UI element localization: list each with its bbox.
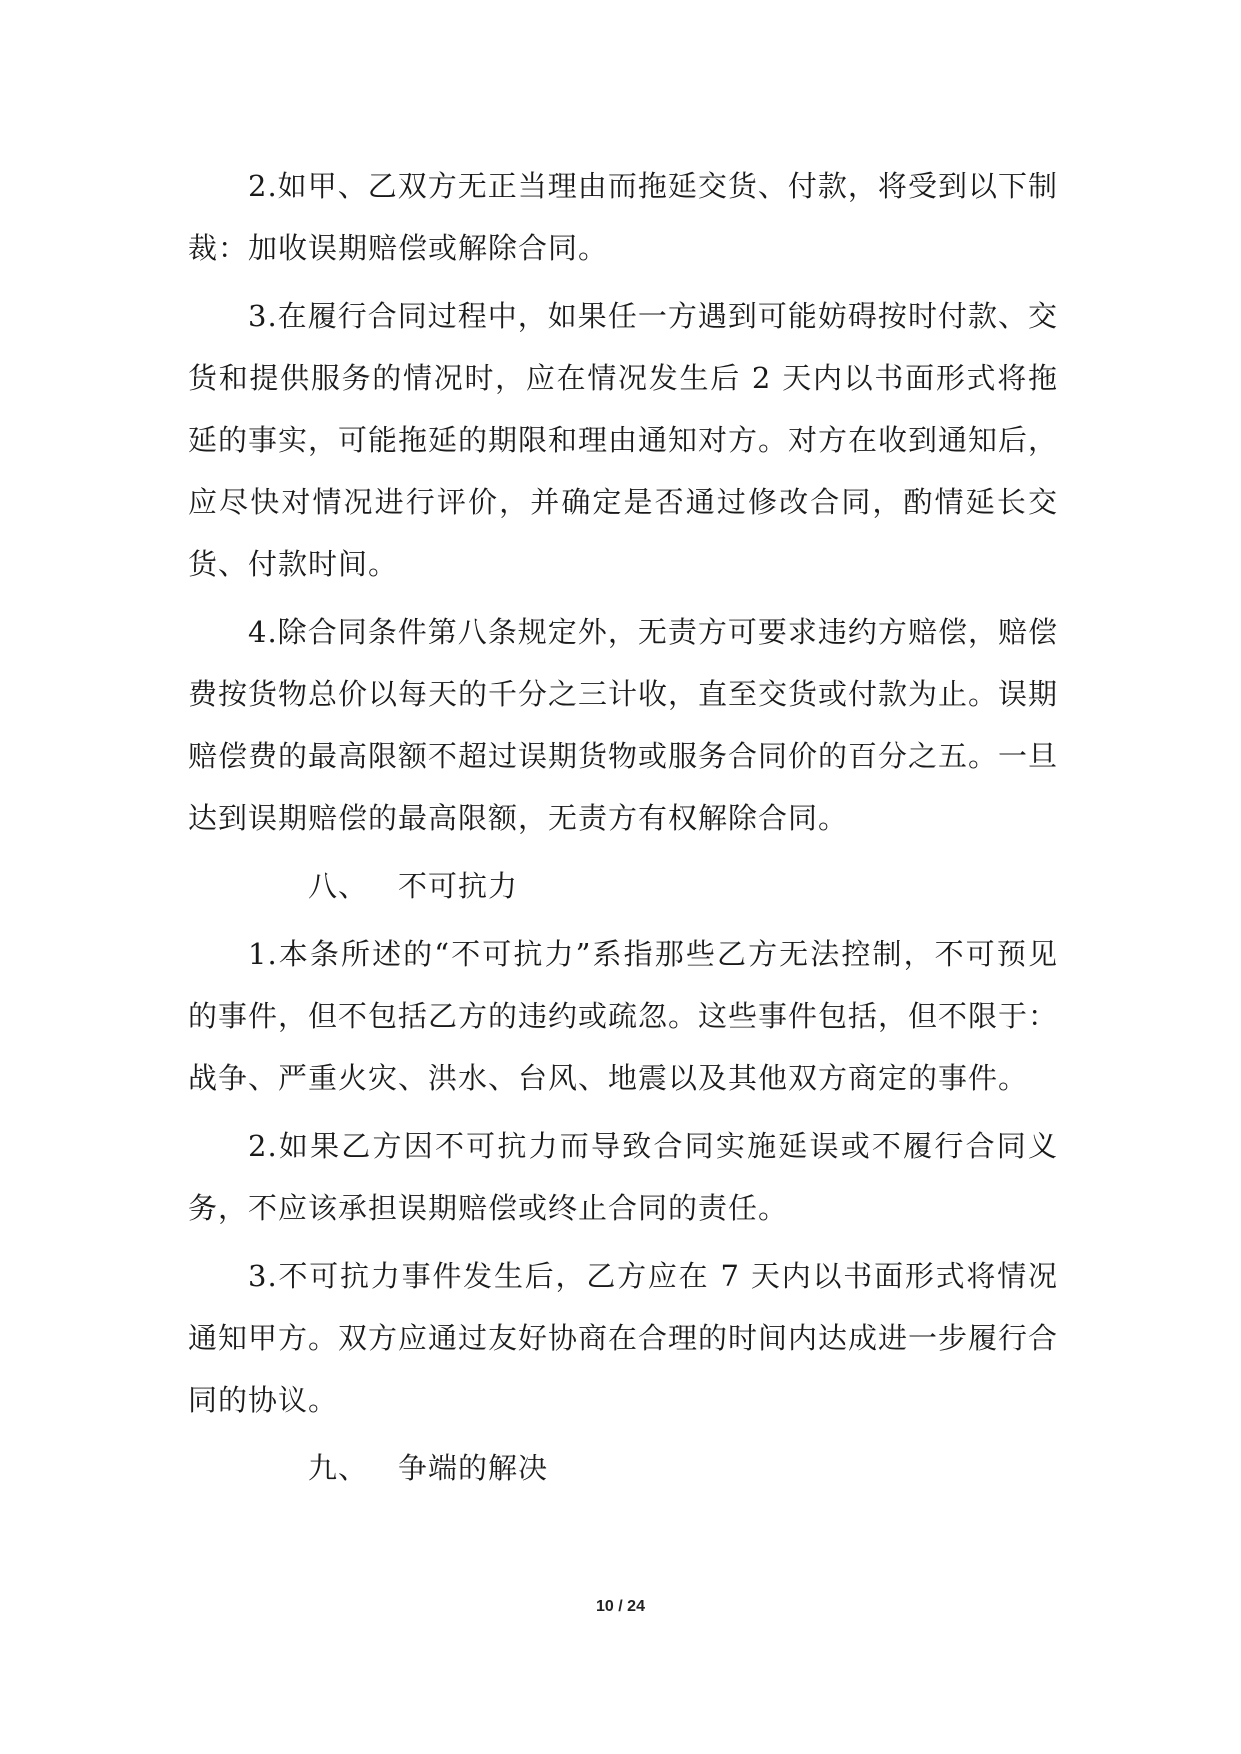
paragraph-force-majeure-definition: 1.本条所述的“不可抗力”系指那些乙方无法控制，不可预见的事件，但不包括乙方的违约或疏忽。这些事件包括，但不限于：战争、严重火灾、洪水、台风、地震以及其他双方商定的事件。 bbox=[188, 937, 1059, 1095]
section-heading-dispute-resolution bbox=[188, 1437, 1058, 1499]
paragraph-force-majeure-liability: 2.如果乙方因不可抗力而导致合同实施延误或不履行合同义务，不应该承担误期赔偿或终止合同的责任。 bbox=[188, 1129, 1058, 1225]
section-title: 不可抗力 bbox=[398, 869, 519, 903]
section-number: 九、 bbox=[308, 1451, 369, 1485]
section-number: 八、 bbox=[308, 869, 369, 903]
section-heading-force-majeure bbox=[188, 855, 1058, 917]
paragraph-delay-sanctions: 2.如甲、乙双方无正当理由而拖延交货、付款，将受到以下制裁：加收误期赔偿或解除合同。 bbox=[188, 169, 1058, 265]
page-number: 10 / 24 bbox=[596, 1598, 645, 1615]
paragraph-delay-notification: 3.在履行合同过程中，如果任一方遇到可能妨碍按时付款、交货和提供服务的情况时，应在情况发生后 2 天内以书面形式将拖延的事实，可能拖延的期限和理由通知对方。对方在收到通知后，应尽快对情况进行评价，并确定是否通过修改合同，酌情延长交货、付款时间。 bbox=[188, 299, 1059, 581]
document-body bbox=[188, 155, 1058, 1499]
paragraph-liquidated-damages: 4.除合同条件第八条规定外，无责方可要求违约方赔偿，赔偿费按货物总价以每天的千分之三计收，直至交货或付款为止。误期赔偿费的最高限额不超过误期货物或服务合同价的百分之五。一旦达到误期赔偿的最高限额，无责方有权解除合同。 bbox=[188, 615, 1059, 835]
paragraph-force-majeure-notice: 3.不可抗力事件发生后，乙方应在 7 天内以书面形式将情况通知甲方。双方应通过友好协商在合理的时间内达成进一步履行合同的协议。 bbox=[188, 1259, 1059, 1417]
section-title: 争端的解决 bbox=[398, 1451, 549, 1485]
